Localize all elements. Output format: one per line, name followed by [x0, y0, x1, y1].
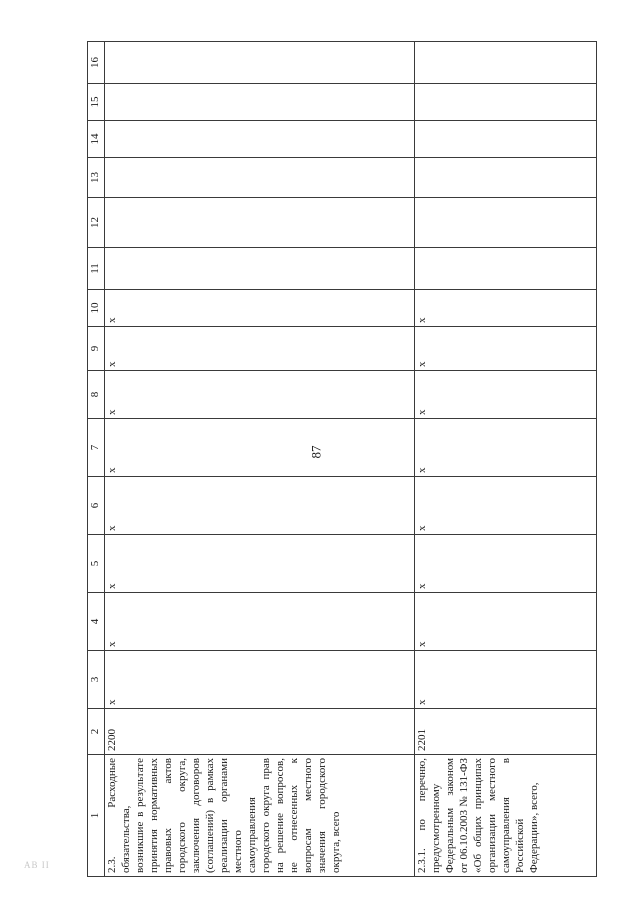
table-row	[105, 42, 415, 877]
table-cell	[105, 198, 415, 248]
table-cell: x	[105, 419, 415, 477]
page-number: 87	[308, 445, 324, 459]
table-row	[415, 42, 597, 877]
column-header: 10	[88, 290, 105, 327]
row-code-cell: 2200	[105, 709, 415, 755]
table-cell: x	[105, 371, 415, 419]
rotated-table-container	[87, 42, 595, 877]
expenditure-table	[87, 41, 597, 877]
row-name-cell: 2.3. Расходные обязательства, возникшие в результате принятия нормативных правовых актов городского округа, заключения договоров (соглашений) в рамках реализации органами местного самоуправления городского округа прав на решение вопросов, не отнесенных к вопросам местного значения городского округа, всего	[105, 755, 415, 877]
column-header: 1	[88, 755, 105, 877]
column-header: 4	[88, 593, 105, 651]
table-cell: x	[105, 477, 415, 535]
table-cell: x	[415, 651, 597, 709]
table-cell	[415, 198, 597, 248]
table-cell	[105, 84, 415, 121]
column-header: 3	[88, 651, 105, 709]
table-cell: x	[105, 593, 415, 651]
column-header: 13	[88, 158, 105, 198]
table-cell: x	[105, 535, 415, 593]
column-header: 6	[88, 477, 105, 535]
table-cell: x	[105, 290, 415, 327]
table-cell	[105, 158, 415, 198]
table-cell: x	[105, 327, 415, 371]
column-header: 5	[88, 535, 105, 593]
row-name-cell: 2.3.1. по перечню, предусмотренному Федеральным законом от 06.10.2003 № 131-ФЗ «Об общих принципах организации местного самоуправления в Российской Федерации», всего,	[415, 755, 597, 877]
faint-stamp: AB II	[24, 860, 50, 870]
table-cell	[105, 42, 415, 84]
table-cell	[415, 84, 597, 121]
column-header: 16	[88, 42, 105, 84]
table-cell	[415, 121, 597, 158]
table-cell: x	[415, 419, 597, 477]
table-cell: x	[415, 535, 597, 593]
column-header: 7	[88, 419, 105, 477]
table-cell	[415, 248, 597, 290]
table-cell: x	[105, 651, 415, 709]
table-cell	[415, 158, 597, 198]
column-header: 8	[88, 371, 105, 419]
table-cell: x	[415, 371, 597, 419]
table-cell: x	[415, 290, 597, 327]
table-cell	[415, 42, 597, 84]
column-header: 12	[88, 198, 105, 248]
column-header: 11	[88, 248, 105, 290]
table-cell: x	[415, 593, 597, 651]
column-header: 15	[88, 84, 105, 121]
table-cell: x	[415, 327, 597, 371]
row-code-cell: 2201	[415, 709, 597, 755]
table-cell: x	[415, 477, 597, 535]
column-header: 14	[88, 121, 105, 158]
header-row	[88, 42, 105, 877]
column-header: 9	[88, 327, 105, 371]
table-cell	[105, 248, 415, 290]
table-cell	[105, 121, 415, 158]
column-header: 2	[88, 709, 105, 755]
